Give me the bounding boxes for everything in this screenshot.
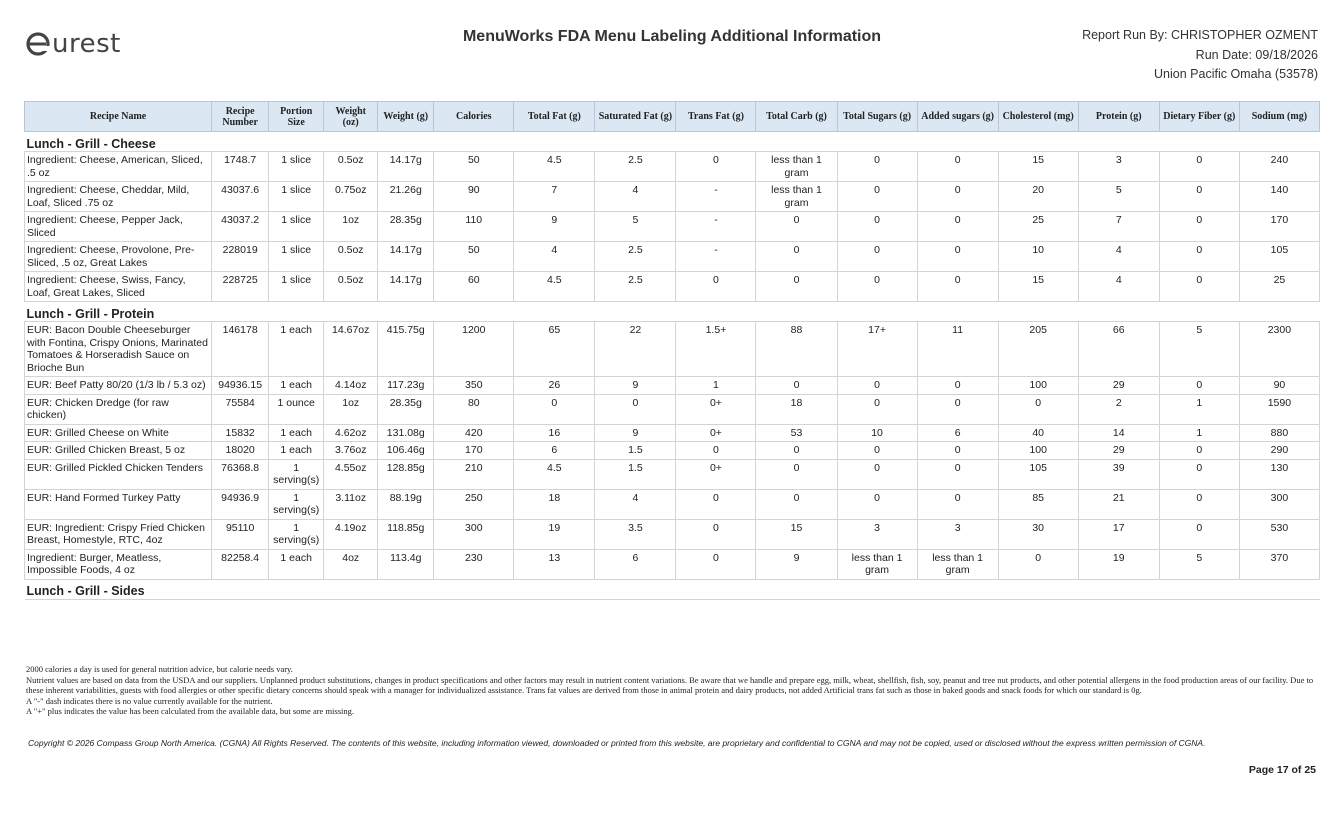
table-cell: 0 (837, 212, 917, 242)
table-cell: 1oz (324, 212, 378, 242)
table-cell: 4.5 (514, 272, 595, 302)
table-cell: 170 (434, 442, 514, 460)
table-cell: 4 (1078, 242, 1159, 272)
table-cell: 113.4g (378, 549, 434, 579)
recipe-name-cell: Ingredient: Cheese, Provolone, Pre-Sliced, .5 oz, Great Lakes (25, 242, 212, 272)
table-cell: 0 (917, 212, 998, 242)
table-cell: 1 each (269, 442, 324, 460)
page-number: Page 17 of 25 (1248, 764, 1316, 776)
table-cell: less than 1 gram (756, 182, 837, 212)
table-cell: 0 (676, 442, 756, 460)
recipe-name-cell: Ingredient: Cheese, American, Sliced, .5 oz (25, 152, 212, 182)
table-cell: 75584 (212, 394, 269, 424)
table-cell: 0 (756, 272, 837, 302)
copyright: Copyright © 2026 Compass Group North America. (CGNA) All Rights Reserved. The contents of this website, including information viewed, downloaded or printed from this website, are proprietary and confidential to CGNA and may not be copied, used or disclosed without the express written permission of CGNA. (28, 738, 1206, 748)
table-cell: 20 (998, 182, 1078, 212)
column-header: Added sugars (g) (917, 102, 998, 132)
table-cell: 2300 (1239, 322, 1319, 377)
table-cell: 4 (1078, 272, 1159, 302)
table-cell: 6 (595, 549, 676, 579)
table-cell: 30 (998, 519, 1078, 549)
recipe-name-cell: EUR: Bacon Double Cheeseburger with Fontina, Crispy Onions, Marinated Tomatoes & Horseradish Sauce on Brioche Bun (25, 322, 212, 377)
table-cell: 1 serving(s) (269, 459, 324, 489)
table-cell: 14.67oz (324, 322, 378, 377)
table-cell: 76368.8 (212, 459, 269, 489)
table-cell: 28.35g (378, 394, 434, 424)
column-header: Weight (g) (378, 102, 434, 132)
table-cell: 9 (756, 549, 837, 579)
table-cell: 1 slice (269, 242, 324, 272)
table-cell: 0 (837, 272, 917, 302)
table-cell: 0.5oz (324, 152, 378, 182)
table-row (25, 152, 1320, 182)
table-cell: 105 (1239, 242, 1319, 272)
table-cell: 1 (1159, 394, 1239, 424)
table-cell: 146178 (212, 322, 269, 377)
table-cell: 0 (676, 549, 756, 579)
table-cell: 15 (998, 152, 1078, 182)
recipe-name-cell: Ingredient: Cheese, Swiss, Fancy, Loaf, Great Lakes, Sliced (25, 272, 212, 302)
table-cell: 5 (1159, 549, 1239, 579)
section-row (25, 302, 1320, 322)
table-cell: 100 (998, 377, 1078, 395)
table-cell: 1 serving(s) (269, 519, 324, 549)
table-cell: less than 1 gram (917, 549, 998, 579)
table-cell: 88 (756, 322, 837, 377)
table-cell: 0 (676, 489, 756, 519)
table-cell: 4 (595, 489, 676, 519)
table-cell: 60 (434, 272, 514, 302)
note-dash: A "-" dash indicates there is no value currently available for the nutrient. (26, 695, 273, 706)
table-cell: 19 (514, 519, 595, 549)
run-info (1082, 26, 1318, 85)
table-cell: 4oz (324, 549, 378, 579)
table-cell: 10 (837, 424, 917, 442)
table-cell: 4.5 (514, 152, 595, 182)
table-row (25, 489, 1320, 519)
table-cell: 26 (514, 377, 595, 395)
table-cell: 7 (514, 182, 595, 212)
table-cell: 0 (1159, 519, 1239, 549)
table-cell: 90 (1239, 377, 1319, 395)
note-nutrients: Nutrient values are based on data from the USDA and our suppliers. Unplanned product substitutions, changes in product specifications and other factors may result in nutrient content variations. Be aware that we handle and prepare egg, milk, wheat, shellfish, fish, soy, peanut and tree nut products, and other potential allergens in the food production areas of our facility. Due to these inherent variabilities, guests with food allergies or other specific dietary concerns should speak with a manager for individualized assistance. Trans fat values are derived from those in animal protein and dairy products, not added Artificial trans fat such as those in baked goods and snack foods for which our standard is 0g. (26, 674, 1314, 696)
table-row (25, 322, 1320, 377)
table-cell: 3.11oz (324, 489, 378, 519)
table-cell: 420 (434, 424, 514, 442)
table-cell: 240 (1239, 152, 1319, 182)
table-row (25, 394, 1320, 424)
table-cell: 0 (837, 242, 917, 272)
table-row (25, 549, 1320, 579)
recipe-name-cell: Ingredient: Cheese, Cheddar, Mild, Loaf, Sliced .75 oz (25, 182, 212, 212)
table-cell: 415.75g (378, 322, 434, 377)
table-cell: 0 (998, 549, 1078, 579)
table-cell: 1oz (324, 394, 378, 424)
table-cell: 82258.4 (212, 549, 269, 579)
table-cell: 50 (434, 242, 514, 272)
table-cell: 14 (1078, 424, 1159, 442)
table-row (25, 242, 1320, 272)
table-cell: 1 each (269, 377, 324, 395)
table-cell: 0+ (676, 394, 756, 424)
table-cell: 21.26g (378, 182, 434, 212)
table-cell: 66 (1078, 322, 1159, 377)
table-cell: 18020 (212, 442, 269, 460)
table-cell: 21 (1078, 489, 1159, 519)
table-cell: 880 (1239, 424, 1319, 442)
section-title: Lunch - Grill - Cheese (25, 132, 1320, 152)
table-cell: 94936.15 (212, 377, 269, 395)
table-cell: 228725 (212, 272, 269, 302)
table-cell: 370 (1239, 549, 1319, 579)
recipe-name-cell: EUR: Hand Formed Turkey Patty (25, 489, 212, 519)
table-cell: 9 (595, 424, 676, 442)
table-cell: 1.5 (595, 459, 676, 489)
table-cell: 43037.2 (212, 212, 269, 242)
column-header: Protein (g) (1078, 102, 1159, 132)
table-cell: 0.5oz (324, 272, 378, 302)
table-cell: 53 (756, 424, 837, 442)
section-row (25, 579, 1320, 599)
table-cell: 29 (1078, 377, 1159, 395)
recipe-name-cell: EUR: Grilled Chicken Breast, 5 oz (25, 442, 212, 460)
column-header: Weight (oz) (324, 102, 378, 132)
table-cell: 0 (756, 212, 837, 242)
table-cell: 205 (998, 322, 1078, 377)
table-cell: 50 (434, 152, 514, 182)
table-cell: 140 (1239, 182, 1319, 212)
table-cell: 0 (1159, 152, 1239, 182)
recipe-name-cell: EUR: Chicken Dredge (for raw chicken) (25, 394, 212, 424)
table-cell: 1590 (1239, 394, 1319, 424)
table-cell: 105 (998, 459, 1078, 489)
table-cell: 0+ (676, 459, 756, 489)
table-cell: 25 (1239, 272, 1319, 302)
table-cell: 95110 (212, 519, 269, 549)
table-cell: 0 (917, 272, 998, 302)
column-header: Cholesterol (mg) (998, 102, 1078, 132)
table-cell: 0.75oz (324, 182, 378, 212)
table-cell: 2.5 (595, 242, 676, 272)
table-cell: 0 (1159, 272, 1239, 302)
table-cell: 18 (756, 394, 837, 424)
table-cell: 0 (756, 377, 837, 395)
table-cell: 4.55oz (324, 459, 378, 489)
column-header: Total Sugars (g) (837, 102, 917, 132)
note-calories: 2000 calories a day is used for general nutrition advice, but calorie needs vary. (26, 664, 293, 674)
table-cell: 1 each (269, 549, 324, 579)
table-cell: 0 (514, 394, 595, 424)
table-cell: 15832 (212, 424, 269, 442)
table-cell: 0 (917, 242, 998, 272)
recipe-name-cell: Ingredient: Burger, Meatless, Impossible Foods, 4 oz (25, 549, 212, 579)
nutrition-table (24, 101, 1320, 600)
table-cell: 85 (998, 489, 1078, 519)
table-cell: 2.5 (595, 272, 676, 302)
table-cell: 17+ (837, 322, 917, 377)
table-cell: 43037.6 (212, 182, 269, 212)
table-cell: 13 (514, 549, 595, 579)
table-cell: 250 (434, 489, 514, 519)
table-cell: 3 (1078, 152, 1159, 182)
table-cell: 4.62oz (324, 424, 378, 442)
table-cell: 0 (917, 442, 998, 460)
table-cell: 4 (595, 182, 676, 212)
table-cell: 110 (434, 212, 514, 242)
column-header: Calories (434, 102, 514, 132)
table-cell: 0 (837, 182, 917, 212)
table-cell: 1 serving(s) (269, 489, 324, 519)
table-cell: 350 (434, 377, 514, 395)
table-cell: 0 (917, 489, 998, 519)
table-header-row (25, 102, 1320, 132)
table-cell: 0 (756, 242, 837, 272)
column-header: Total Carb (g) (756, 102, 837, 132)
table-cell: 0 (837, 152, 917, 182)
table-cell: 0 (1159, 242, 1239, 272)
table-cell: 128.85g (378, 459, 434, 489)
table-cell: 9 (595, 377, 676, 395)
table-cell: 3 (917, 519, 998, 549)
recipe-name-cell: EUR: Ingredient: Crispy Fried Chicken Breast, Homestyle, RTC, 4oz (25, 519, 212, 549)
table-cell: 0 (756, 442, 837, 460)
table-cell: 5 (1159, 322, 1239, 377)
table-cell: 0 (676, 152, 756, 182)
table-cell: 0 (917, 459, 998, 489)
table-cell: 0 (1159, 377, 1239, 395)
table-cell: 100 (998, 442, 1078, 460)
table-cell: 16 (514, 424, 595, 442)
table-cell: 39 (1078, 459, 1159, 489)
table-cell: 210 (434, 459, 514, 489)
table-cell: 0 (837, 442, 917, 460)
table-row (25, 459, 1320, 489)
table-cell: - (676, 242, 756, 272)
table-cell: 6 (917, 424, 998, 442)
table-cell: 7 (1078, 212, 1159, 242)
report-run-by: Report Run By: CHRISTOPHER OZMENT (1082, 28, 1318, 42)
table-cell: 4.14oz (324, 377, 378, 395)
table-cell: 80 (434, 394, 514, 424)
table-cell: 1 each (269, 424, 324, 442)
table-cell: 40 (998, 424, 1078, 442)
table-cell: 118.85g (378, 519, 434, 549)
table-cell: 6 (514, 442, 595, 460)
table-cell: 2.5 (595, 152, 676, 182)
table-cell: 1.5 (595, 442, 676, 460)
table-cell: 0 (1159, 489, 1239, 519)
table-cell: 0.5oz (324, 242, 378, 272)
table-cell: less than 1 gram (756, 152, 837, 182)
table-cell: 0 (837, 489, 917, 519)
table-cell: 1 (1159, 424, 1239, 442)
table-cell: 3.76oz (324, 442, 378, 460)
table-cell: 0 (1159, 212, 1239, 242)
table-cell: 88.19g (378, 489, 434, 519)
table-cell: 17 (1078, 519, 1159, 549)
location: Union Pacific Omaha (53578) (1154, 67, 1318, 81)
column-header: Sodium (mg) (1239, 102, 1319, 132)
table-cell: 22 (595, 322, 676, 377)
table-cell: 1 (676, 377, 756, 395)
recipe-name-cell: Ingredient: Cheese, Pepper Jack, Sliced (25, 212, 212, 242)
recipe-name-cell: EUR: Beef Patty 80/20 (1/3 lb / 5.3 oz) (25, 377, 212, 395)
table-cell: 170 (1239, 212, 1319, 242)
table-cell: 18 (514, 489, 595, 519)
table-cell: 19 (1078, 549, 1159, 579)
table-row (25, 212, 1320, 242)
table-cell: 1 slice (269, 182, 324, 212)
table-cell: 4.19oz (324, 519, 378, 549)
table-cell: 5 (595, 212, 676, 242)
table-cell: 1.5+ (676, 322, 756, 377)
table-cell: 9 (514, 212, 595, 242)
section-title: Lunch - Grill - Sides (25, 579, 1320, 599)
table-cell: 14.17g (378, 152, 434, 182)
column-header: Trans Fat (g) (676, 102, 756, 132)
recipe-name-cell: EUR: Grilled Cheese on White (25, 424, 212, 442)
table-cell: less than 1 gram (837, 549, 917, 579)
table-cell: 0 (998, 394, 1078, 424)
table-cell: 0 (1159, 182, 1239, 212)
table-cell: 0 (917, 394, 998, 424)
table-cell: 3.5 (595, 519, 676, 549)
logo-text: urest (52, 29, 121, 59)
table-row (25, 182, 1320, 212)
table-cell: 11 (917, 322, 998, 377)
table-cell: 65 (514, 322, 595, 377)
table-cell: 0 (595, 394, 676, 424)
column-header: Total Fat (g) (514, 102, 595, 132)
table-cell: 4.5 (514, 459, 595, 489)
table-cell: 290 (1239, 442, 1319, 460)
table-cell: 0 (837, 394, 917, 424)
table-cell: 300 (434, 519, 514, 549)
table-cell: 15 (998, 272, 1078, 302)
table-cell: 0 (676, 272, 756, 302)
table-cell: - (676, 212, 756, 242)
table-cell: 0+ (676, 424, 756, 442)
table-cell: 94936.9 (212, 489, 269, 519)
table-row (25, 519, 1320, 549)
table-cell: 1 each (269, 322, 324, 377)
column-header: Recipe Name (25, 102, 212, 132)
table-cell: 2 (1078, 394, 1159, 424)
table-cell: 90 (434, 182, 514, 212)
table-cell: 1748.7 (212, 152, 269, 182)
table-cell: 228019 (212, 242, 269, 272)
table-cell: 14.17g (378, 242, 434, 272)
table-row (25, 442, 1320, 460)
table-cell: 0 (917, 377, 998, 395)
table-row (25, 424, 1320, 442)
table-cell: 28.35g (378, 212, 434, 242)
note-plus: A "+" plus indicates the value has been calculated from the available data, but some are missing. (26, 706, 355, 717)
run-date: Run Date: 09/18/2026 (1195, 47, 1318, 62)
table-cell: 0 (756, 459, 837, 489)
footnotes (26, 664, 1316, 717)
column-header: Dietary Fiber (g) (1159, 102, 1239, 132)
table-cell: 15 (756, 519, 837, 549)
table-cell: 106.46g (378, 442, 434, 460)
section-title: Lunch - Grill - Protein (25, 302, 1320, 322)
table-cell: 0 (917, 182, 998, 212)
table-cell: 1 slice (269, 272, 324, 302)
table-cell: 530 (1239, 519, 1319, 549)
table-cell: 1 ounce (269, 394, 324, 424)
table-cell: 5 (1078, 182, 1159, 212)
table-cell: 131.08g (378, 424, 434, 442)
table-cell: 10 (998, 242, 1078, 272)
column-header: Portion Size (269, 102, 324, 132)
table-cell: 0 (676, 519, 756, 549)
table-cell: 0 (837, 459, 917, 489)
table-cell: 3 (837, 519, 917, 549)
table-row (25, 377, 1320, 395)
table-cell: 14.17g (378, 272, 434, 302)
table-cell: 4 (514, 242, 595, 272)
column-header: Recipe Number (212, 102, 269, 132)
table-cell: - (676, 182, 756, 212)
table-cell: 0 (1159, 442, 1239, 460)
table-cell: 25 (998, 212, 1078, 242)
table-cell: 0 (917, 152, 998, 182)
table-cell: 0 (1159, 459, 1239, 489)
table-cell: 300 (1239, 489, 1319, 519)
table-cell: 117.23g (378, 377, 434, 395)
table-cell: 1 slice (269, 212, 324, 242)
table-row (25, 272, 1320, 302)
table-cell: 1200 (434, 322, 514, 377)
table-cell: 1 slice (269, 152, 324, 182)
table-cell: 29 (1078, 442, 1159, 460)
recipe-name-cell: EUR: Grilled Pickled Chicken Tenders (25, 459, 212, 489)
report-title: MenuWorks FDA Menu Labeling Additional Information (462, 28, 882, 45)
table-cell: 0 (756, 489, 837, 519)
table-cell: 230 (434, 549, 514, 579)
table-cell: 0 (837, 377, 917, 395)
table-cell: 130 (1239, 459, 1319, 489)
section-row (25, 132, 1320, 152)
column-header: Saturated Fat (g) (595, 102, 676, 132)
